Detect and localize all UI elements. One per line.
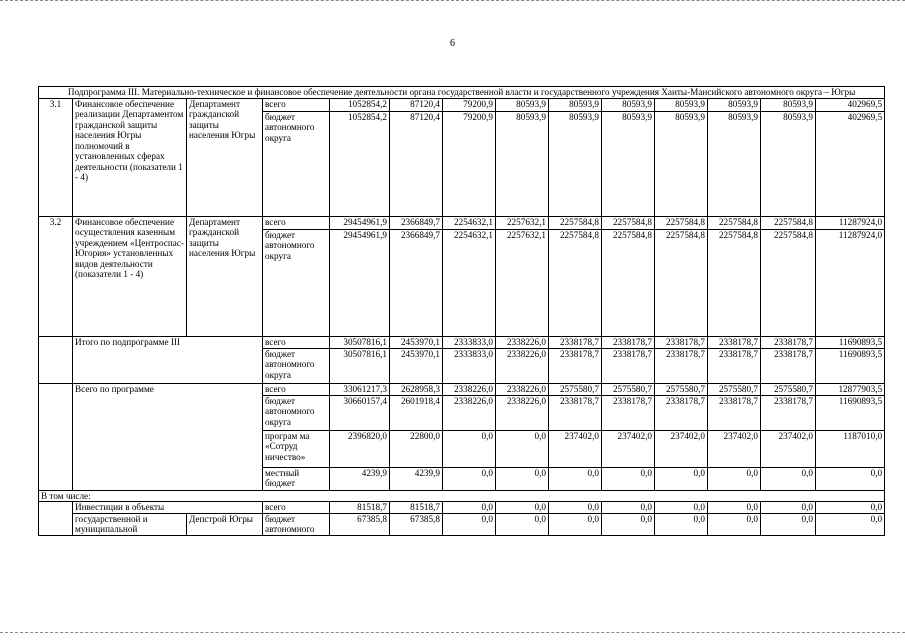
value-cell: 0,0	[496, 467, 549, 490]
value-cell: 0,0	[761, 502, 816, 514]
value-cell: 79200,9	[443, 111, 496, 216]
value-cell: 0,0	[708, 467, 761, 490]
value-cell: 80593,9	[708, 111, 761, 216]
value-cell: 11690893,5	[816, 348, 885, 383]
table-row	[39, 216, 885, 229]
value-cell: 0,0	[549, 502, 602, 514]
value-cell: 2338178,7	[655, 348, 708, 383]
executor-name: Департамент гражданской защиты населения Югры	[187, 98, 263, 216]
value-cell: 2338226,0	[443, 383, 496, 395]
value-cell: 1052854,2	[330, 111, 390, 216]
value-cell: 2333833,0	[443, 348, 496, 383]
value-cell: 0,0	[708, 502, 761, 514]
value-cell: 2338178,7	[602, 348, 655, 383]
value-cell: 402969,5	[816, 98, 885, 111]
funding-source: всего	[263, 98, 330, 111]
total-label: Всего по программе	[73, 383, 263, 490]
value-cell: 80593,9	[549, 111, 602, 216]
page-number: 6	[450, 38, 455, 49]
funding-source: бюджет автономного	[263, 513, 330, 535]
value-cell: 2366849,7	[390, 216, 443, 229]
value-cell: 2257632,1	[496, 216, 549, 229]
value-cell: 0,0	[761, 513, 816, 535]
value-cell: 0,0	[602, 467, 655, 490]
value-cell: 2575580,7	[708, 383, 761, 395]
value-cell: 2338178,7	[708, 395, 761, 430]
value-cell: 4239,9	[330, 467, 390, 490]
value-cell: 11690893,5	[816, 395, 885, 430]
empty-cell	[39, 336, 73, 383]
value-cell: 87120,4	[390, 98, 443, 111]
value-cell: 0,0	[496, 502, 549, 514]
including-row	[39, 490, 885, 502]
value-cell: 2338178,7	[549, 348, 602, 383]
funding-source: всего	[263, 502, 330, 514]
funding-source: всего	[263, 383, 330, 395]
value-cell: 2257584,8	[602, 229, 655, 336]
value-cell: 2257584,8	[708, 229, 761, 336]
value-cell: 237402,0	[655, 430, 708, 467]
executor-name: Депстрой Югры	[187, 513, 263, 535]
value-cell: 80593,9	[549, 98, 602, 111]
value-cell: 2338226,0	[496, 395, 549, 430]
value-cell: 2338178,7	[708, 336, 761, 348]
including-label: В том числе:	[39, 490, 885, 502]
value-cell: 2338178,7	[549, 336, 602, 348]
value-cell: 2254632,1	[443, 216, 496, 229]
value-cell: 2575580,7	[761, 383, 816, 395]
value-cell: 0,0	[443, 467, 496, 490]
value-cell: 80593,9	[761, 98, 816, 111]
value-cell: 0,0	[708, 513, 761, 535]
value-cell: 2575580,7	[549, 383, 602, 395]
investments-label-cont	[73, 513, 187, 535]
funding-source: всего	[263, 216, 330, 229]
value-cell: 0,0	[655, 467, 708, 490]
value-cell: 237402,0	[549, 430, 602, 467]
funding-source: програм ма «Сотруд ничество»	[263, 430, 330, 467]
row-index: 3.1	[39, 98, 73, 216]
value-cell: 2453970,1	[390, 336, 443, 348]
value-cell: 80593,9	[655, 111, 708, 216]
value-cell: 2257584,8	[549, 216, 602, 229]
value-cell: 2338226,0	[496, 336, 549, 348]
funding-source: бюджет автономного округа	[263, 348, 330, 383]
investments-label: Инвестиции в объекты	[73, 502, 263, 514]
table-row	[39, 502, 885, 514]
value-cell: 29454961,9	[330, 216, 390, 229]
value-cell: 2601918,4	[390, 395, 443, 430]
value-cell: 67385,8	[390, 513, 443, 535]
value-cell: 2628958,3	[390, 383, 443, 395]
value-cell: 0,0	[816, 502, 885, 514]
table-row	[39, 383, 885, 395]
value-cell: 2396820,0	[330, 430, 390, 467]
value-cell: 2338178,7	[761, 395, 816, 430]
value-cell: 402969,5	[816, 111, 885, 216]
value-cell: 237402,0	[708, 430, 761, 467]
empty-cell	[39, 502, 73, 536]
activity-name: Финансовое обеспечение реализации Департаментом гражданской защиты населения Югры полномочий в установленных сферах деятельности (показатели 1 - 4)	[73, 98, 187, 216]
value-cell: 0,0	[602, 513, 655, 535]
value-cell: 0,0	[816, 467, 885, 490]
budget-table	[38, 86, 885, 536]
table-row	[39, 513, 885, 535]
value-cell: 0,0	[655, 513, 708, 535]
value-cell: 4239,9	[390, 467, 443, 490]
subtotal-label: Итого по подпрограмме III	[73, 336, 263, 383]
value-cell: 12877903,5	[816, 383, 885, 395]
value-cell: 2338226,0	[443, 395, 496, 430]
value-cell: 30507816,1	[330, 336, 390, 348]
investments-label-line: муниципальной	[75, 524, 138, 534]
table-row	[39, 336, 885, 348]
funding-source: местный бюджет	[263, 467, 330, 490]
value-cell: 22800,0	[390, 430, 443, 467]
value-cell: 2257584,8	[761, 216, 816, 229]
value-cell: 79200,9	[443, 98, 496, 111]
value-cell: 2257584,8	[549, 229, 602, 336]
value-cell: 2254632,1	[443, 229, 496, 336]
value-cell: 2257584,8	[602, 216, 655, 229]
value-cell: 81518,7	[390, 502, 443, 514]
value-cell: 2338226,0	[496, 348, 549, 383]
value-cell: 11287924,0	[816, 216, 885, 229]
value-cell: 29454961,9	[330, 229, 390, 336]
value-cell: 80593,9	[761, 111, 816, 216]
value-cell: 87120,4	[390, 111, 443, 216]
value-cell: 0,0	[602, 502, 655, 514]
value-cell: 2257584,8	[761, 229, 816, 336]
value-cell: 2338178,7	[708, 348, 761, 383]
value-cell: 11287924,0	[816, 229, 885, 336]
value-cell: 33061217,3	[330, 383, 390, 395]
value-cell: 2338178,7	[655, 395, 708, 430]
value-cell: 0,0	[443, 513, 496, 535]
value-cell: 30660157,4	[330, 395, 390, 430]
value-cell: 80593,9	[602, 111, 655, 216]
investments-label-line: государственной и	[75, 513, 148, 524]
activity-name: Финансовое обеспечение осуществления казенным учреждением «Центроспас-Югория» установленных видов деятельности (показатели 1 - 4)	[73, 216, 187, 336]
value-cell: 2338178,7	[602, 336, 655, 348]
value-cell: 0,0	[655, 502, 708, 514]
value-cell: 1187010,0	[816, 430, 885, 467]
value-cell: 0,0	[443, 430, 496, 467]
value-cell: 2338178,7	[761, 336, 816, 348]
funding-source: бюджет автономного округа	[263, 111, 330, 216]
subprogram-header-row	[39, 87, 885, 99]
value-cell: 0,0	[816, 513, 885, 535]
value-cell: 80593,9	[496, 111, 549, 216]
value-cell: 2257584,8	[655, 229, 708, 336]
value-cell: 2575580,7	[602, 383, 655, 395]
value-cell: 0,0	[496, 513, 549, 535]
value-cell: 0,0	[761, 467, 816, 490]
value-cell: 2338178,7	[761, 348, 816, 383]
value-cell: 0,0	[549, 467, 602, 490]
value-cell: 2333833,0	[443, 336, 496, 348]
subprogram-title: Подпрограмма III. Материально-техническое и финансовое обеспечение деятельности органа государственной власти и государственного учреждения Ханты-Мансийского автономного округа – Югры	[39, 87, 885, 99]
scan-artifact-top	[0, 0, 905, 4]
value-cell: 2257632,1	[496, 229, 549, 336]
funding-source: бюджет автономного округа	[263, 395, 330, 430]
value-cell: 80593,9	[708, 98, 761, 111]
value-cell: 67385,8	[330, 513, 390, 535]
empty-cell	[39, 383, 73, 490]
value-cell: 237402,0	[602, 430, 655, 467]
table-row	[39, 98, 885, 111]
value-cell: 80593,9	[496, 98, 549, 111]
value-cell: 1052854,2	[330, 98, 390, 111]
value-cell: 2257584,8	[655, 216, 708, 229]
value-cell: 80593,9	[655, 98, 708, 111]
value-cell: 2338178,7	[602, 395, 655, 430]
value-cell: 2338178,7	[655, 336, 708, 348]
value-cell: 2453970,1	[390, 348, 443, 383]
value-cell: 80593,9	[602, 98, 655, 111]
value-cell: 2338178,7	[549, 395, 602, 430]
value-cell: 2338226,0	[496, 383, 549, 395]
budget-table-frame	[38, 86, 884, 536]
value-cell: 237402,0	[761, 430, 816, 467]
scan-artifact-bottom	[0, 632, 905, 636]
value-cell: 0,0	[496, 430, 549, 467]
funding-source: всего	[263, 336, 330, 348]
value-cell: 11690893,5	[816, 336, 885, 348]
value-cell: 2257584,8	[708, 216, 761, 229]
value-cell: 0,0	[549, 513, 602, 535]
value-cell: 81518,7	[330, 502, 390, 514]
executor-name: Департамент гражданской защиты населения Югры	[187, 216, 263, 336]
row-index: 3.2	[39, 216, 73, 336]
value-cell: 0,0	[443, 502, 496, 514]
funding-source: бюджет автономного округа	[263, 229, 330, 336]
value-cell: 2575580,7	[655, 383, 708, 395]
value-cell: 30507816,1	[330, 348, 390, 383]
value-cell: 2366849,7	[390, 229, 443, 336]
